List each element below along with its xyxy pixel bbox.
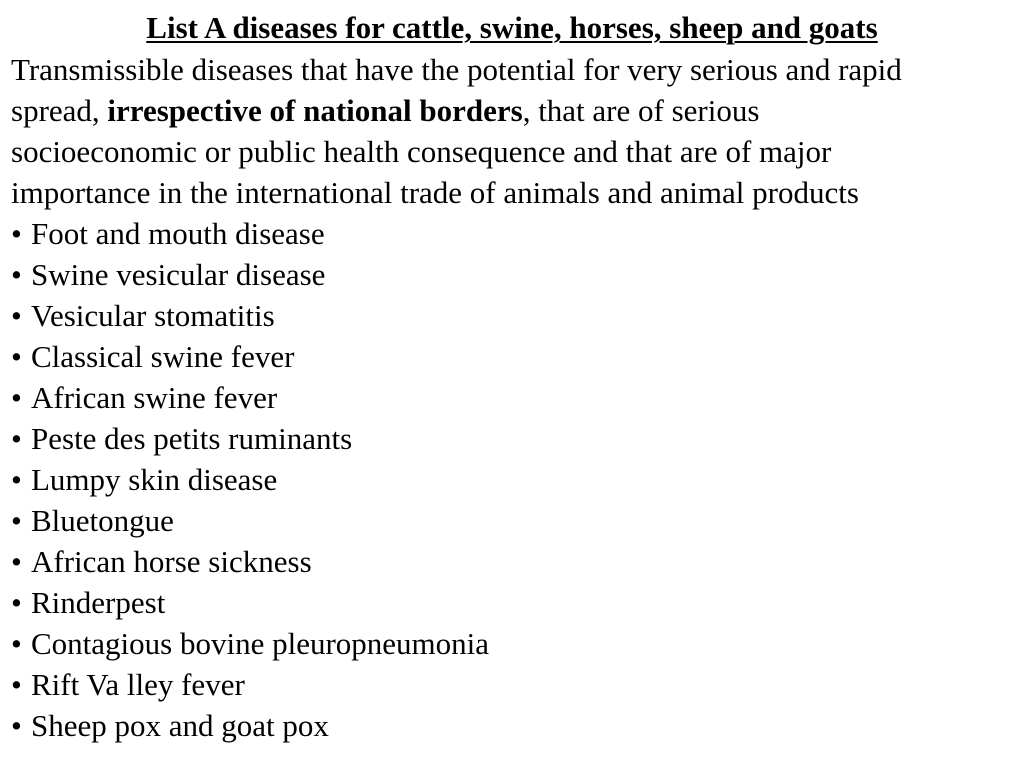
intro-line-2-prefix: spread, <box>11 93 108 128</box>
bullet-icon: • <box>11 503 22 538</box>
disease-name: Sheep pox and goat pox <box>31 708 329 743</box>
disease-name: Vesicular stomatitis <box>31 298 275 333</box>
intro-line-2-suffix: , that are of serious <box>522 93 760 128</box>
disease-name: Lumpy skin disease <box>31 462 278 497</box>
intro-line-1: Transmissible diseases that have the potential for very serious and rapid <box>11 52 902 87</box>
intro-emphasis: irrespective of national borders <box>107 93 523 128</box>
disease-name: Peste des petits ruminants <box>31 421 353 456</box>
bullet-icon: • <box>11 298 22 333</box>
bullet-icon: • <box>11 708 22 743</box>
list-item <box>11 336 1011 377</box>
list-item <box>11 377 1011 418</box>
bullet-icon: • <box>11 421 22 456</box>
disease-name: Contagious bovine pleuropneumonia <box>31 626 490 661</box>
list-item <box>11 705 1011 746</box>
disease-name: Swine vesicular disease <box>31 257 326 292</box>
slide-title: List A diseases for cattle, swine, horses, sheep and goats <box>146 10 878 45</box>
bullet-icon: • <box>11 257 22 292</box>
intro-line-2 <box>11 90 1016 131</box>
bullet-icon: • <box>11 544 22 579</box>
bullet-icon: • <box>11 585 22 620</box>
bullet-icon: • <box>11 216 22 251</box>
bullet-icon: • <box>11 339 22 374</box>
list-item <box>11 295 1011 336</box>
bullet-icon: • <box>11 380 22 415</box>
intro-line-3: socioeconomic or public health consequence and that are of major <box>11 134 832 169</box>
bullet-icon: • <box>11 626 22 661</box>
disease-name: Bluetongue <box>31 503 174 538</box>
list-item <box>11 418 1011 459</box>
list-item <box>11 254 1011 295</box>
disease-name: Rinderpest <box>31 585 166 620</box>
disease-name: Rift Va lley fever <box>31 667 245 702</box>
list-item <box>11 664 1011 705</box>
disease-list <box>11 213 1011 746</box>
list-item <box>11 213 1011 254</box>
intro-line-4: importance in the international trade of animals and animal products <box>11 175 859 210</box>
list-item <box>11 500 1011 541</box>
disease-name: Classical swine fever <box>31 339 295 374</box>
list-item <box>11 582 1011 623</box>
intro-paragraph <box>11 49 1016 213</box>
list-item <box>11 541 1011 582</box>
bullet-icon: • <box>11 667 22 702</box>
list-item <box>11 623 1011 664</box>
disease-name: Foot and mouth disease <box>31 216 325 251</box>
bullet-icon: • <box>11 462 22 497</box>
disease-name: African swine fever <box>31 380 278 415</box>
disease-name: African horse sickness <box>31 544 312 579</box>
list-item <box>11 459 1011 500</box>
